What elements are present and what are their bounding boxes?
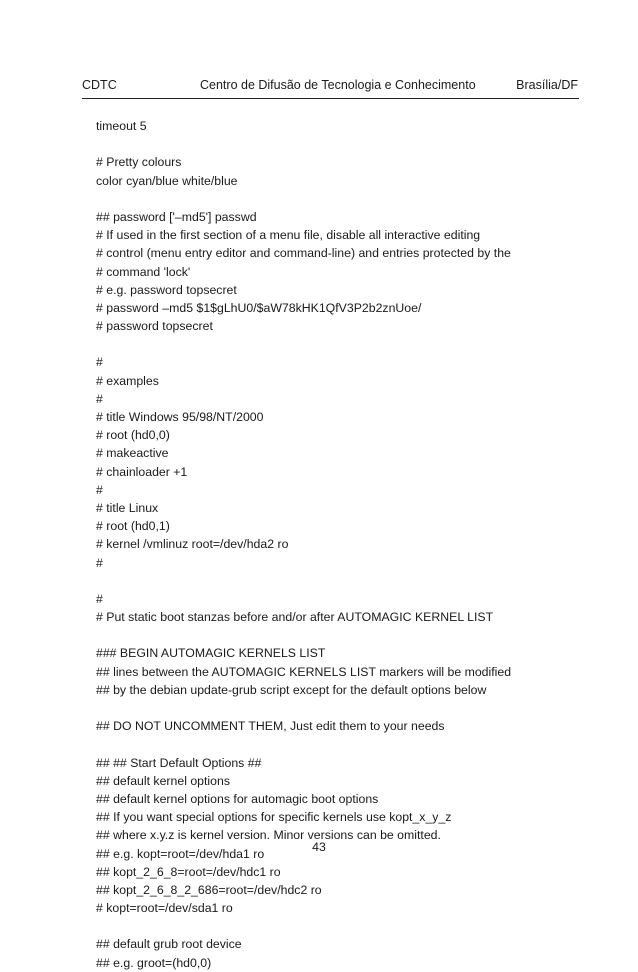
text-line: # examples [96, 373, 159, 388]
text-line: # chainloader +1 [96, 464, 188, 479]
text-line: # [96, 355, 103, 370]
blank-line [96, 135, 576, 153]
text-line: # makeactive [96, 446, 169, 461]
text-line: # root (hd0,0) [96, 428, 170, 443]
text-line: # password topsecret [96, 319, 213, 334]
text-line: timeout 5 [96, 119, 147, 133]
page-header [82, 75, 578, 95]
text-line: # [96, 591, 103, 606]
text-line: # Put static boot stanzas before and/or after AUTOMAGIC KERNEL LIST [96, 610, 494, 625]
text-line: # [96, 391, 103, 406]
text-line: ### BEGIN AUTOMAGIC KERNELS LIST [96, 646, 326, 661]
blank-line [96, 917, 576, 935]
text-line: # kopt=root=/dev/sda1 ro [96, 901, 233, 916]
text-line: # command 'lock' [96, 264, 191, 279]
text-line: # title Linux [96, 500, 159, 515]
text-line: ## by the debian update-grub script except for the default options below [96, 682, 487, 697]
header-rule [82, 98, 579, 99]
text-line: # kernel /vmlinuz root=/dev/hda2 ro [96, 537, 289, 552]
text-line: ## kopt_2_6_8=root=/dev/hdc1 ro [96, 864, 281, 879]
text-line: ## where x.y.z is kernel version. Minor versions can be omitted. [96, 828, 441, 843]
text-line: ## DO NOT UNCOMMENT THEM, Just edit them to your needs [96, 719, 445, 734]
blank-line [96, 335, 576, 353]
text-line: ## ## Start Default Options ## [96, 755, 262, 770]
text-line: # password –md5 $1$gLhU0/$aW78kHK1QfV3P2b2znUoe/ [96, 300, 422, 315]
text-line: # root (hd0,1) [96, 519, 170, 534]
text-line: ## default kernel options for automagic boot options [96, 791, 379, 806]
text-line: ## lines between the AUTOMAGIC KERNELS LIST markers will be modified [96, 664, 512, 679]
page-number: 43 [312, 840, 326, 854]
text-line: ## e.g. groot=(hd0,0) [96, 955, 212, 970]
header-left-text: CDTC [82, 78, 117, 92]
blank-line [96, 735, 576, 753]
text-line: # e.g. password topsecret [96, 282, 237, 297]
text-line: ## If you want special options for specific kernels use kopt_x_y_z [96, 810, 452, 825]
text-line: color cyan/blue white/blue [96, 173, 238, 188]
text-line: # [96, 555, 103, 570]
text-line: # Pretty colours [96, 155, 182, 170]
text-line: # If used in the first section of a menu file, disable all interactive editing [96, 228, 481, 243]
blank-line [96, 699, 576, 717]
text-line: ## password ['–md5'] passwd [96, 209, 257, 224]
text-line: ## default grub root device [96, 937, 242, 952]
text-line: ## kopt_2_6_8_2_686=root=/dev/hdc2 ro [96, 882, 322, 897]
text-line: ## default kernel options [96, 773, 230, 788]
text-line: # title Windows 95/98/NT/2000 [96, 410, 264, 424]
text-line: # control (menu entry editor and command-line) and entries protected by the [96, 246, 511, 261]
text-line: ## e.g. kopt=root=/dev/hda1 ro [96, 846, 265, 861]
blank-line [96, 190, 576, 208]
header-right-text: Brasília/DF [516, 78, 578, 92]
blank-line [96, 572, 576, 590]
blank-line [96, 626, 576, 644]
text-line: # [96, 482, 103, 497]
header-center-text: Centro de Difusão de Tecnologia e Conhecimento [200, 78, 476, 92]
